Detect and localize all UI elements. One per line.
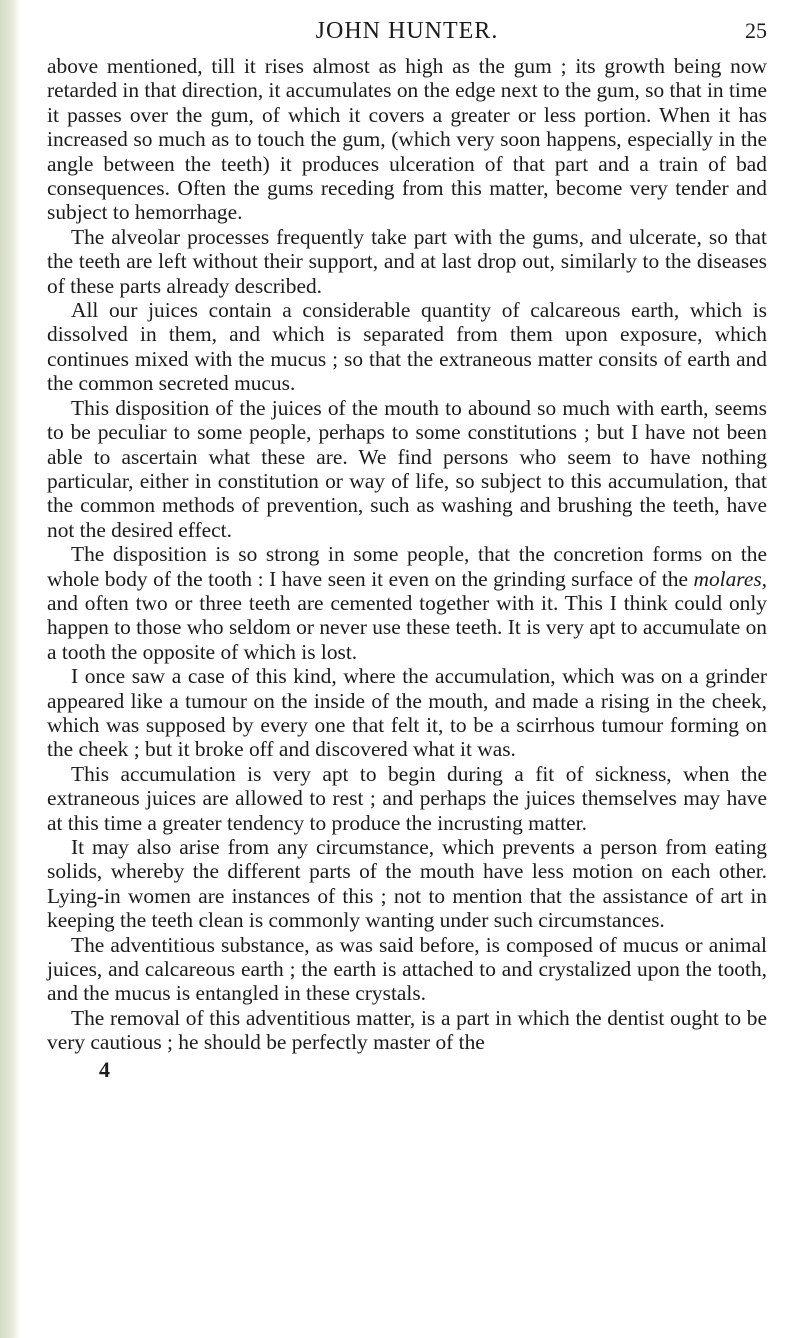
paragraph-7: This accumulation is very apt to begin during a fit of sickness, when the extraneous juices are allowed to rest ; and perhaps the juices themselves may have at this time a greater tendency to produce the incrusting matter. <box>47 761 767 835</box>
page-header <box>47 18 767 54</box>
paragraph-5 <box>47 542 767 664</box>
page-number: 25 <box>745 18 767 43</box>
paragraph-9: The adventitious substance, as was said before, is composed of mucus or animal juices, and calcareous earth ; the earth is attached to and crystalized upon the tooth, and the mucus is entangled in these crystals. <box>47 932 767 1006</box>
paragraph-8: It may also arise from any circumstance, which prevents a person from eating solids, whereby the different parts of the mouth have less motion on each other. Lying-in women are instances of this ; not to mention that the assistance of art in keeping the teeth clean is commonly wanting under such circumstances. <box>47 835 767 933</box>
body-text <box>47 54 767 1055</box>
page-binding-edge <box>0 0 20 1338</box>
paragraph-4: This disposition of the juices of the mouth to abound so much with earth, seems to be peculiar to some people, perhaps to some constitutions ; but I have not been able to ascertain what these are. We find persons who seem to have nothing particular, either in constitution or way of life, so subject to this accumulation, that the common methods of prevention, such as washing and brushing the teeth, have not the desired effect. <box>47 395 767 542</box>
signature-mark: 4 <box>99 1056 110 1082</box>
paragraph-6: I once saw a case of this kind, where the accumulation, which was on a grinder appeared like a tumour on the inside of the mouth, and made a rising in the cheek, which was supposed by every one that felt it, to be a scirrhous tumour forming on the cheek ; but it broke off and discovered what it was. <box>47 664 767 762</box>
paragraph-1: above mentioned, till it rises almost as high as the gum ; its growth being now retarded in that direction, it accumulates on the edge next to the gum, so that in time it passes over the gum, of which it covers a greater or less portion. When it has increased so much as to touch the gum, (which very soon happens, especially in the angle between the teeth) it produces ulceration of that part and a train of bad consequences. Often the gums receding from this matter, become very tender and subject to hemorrhage. <box>47 54 767 225</box>
running-head: JOHN HUNTER. <box>315 18 499 44</box>
paragraph-5-part-2: and often two or three teeth are cemented together with it. This I think could only happen to those who seldom or never use these teeth. It is very apt to accumulate on a tooth the opposite of which is lost. <box>47 590 767 664</box>
paragraph-5-part-1: The disposition is so strong in some people, that the concretion forms on the whole body of the tooth : I have seen it even on the grinding surface of the <box>47 542 767 591</box>
book-page <box>47 18 767 1083</box>
paragraph-10: The removal of this adventitious matter, is a part in which the dentist ought to be very cautious ; he should be perfectly master of the <box>47 1005 767 1055</box>
italic-term: molares, <box>693 566 767 591</box>
paragraph-3: All our juices contain a considerable quantity of calcareous earth, which is dissolved in them, and which is separated from them upon exposure, which continues mixed with the mucus ; so that the extraneous matter consits of earth and the common secreted mucus. <box>47 298 767 396</box>
paragraph-2: The alveolar processes frequently take part with the gums, and ulcerate, so that the teeth are left without their support, and at last drop out, similarly to the diseases of these parts already described. <box>47 224 767 298</box>
